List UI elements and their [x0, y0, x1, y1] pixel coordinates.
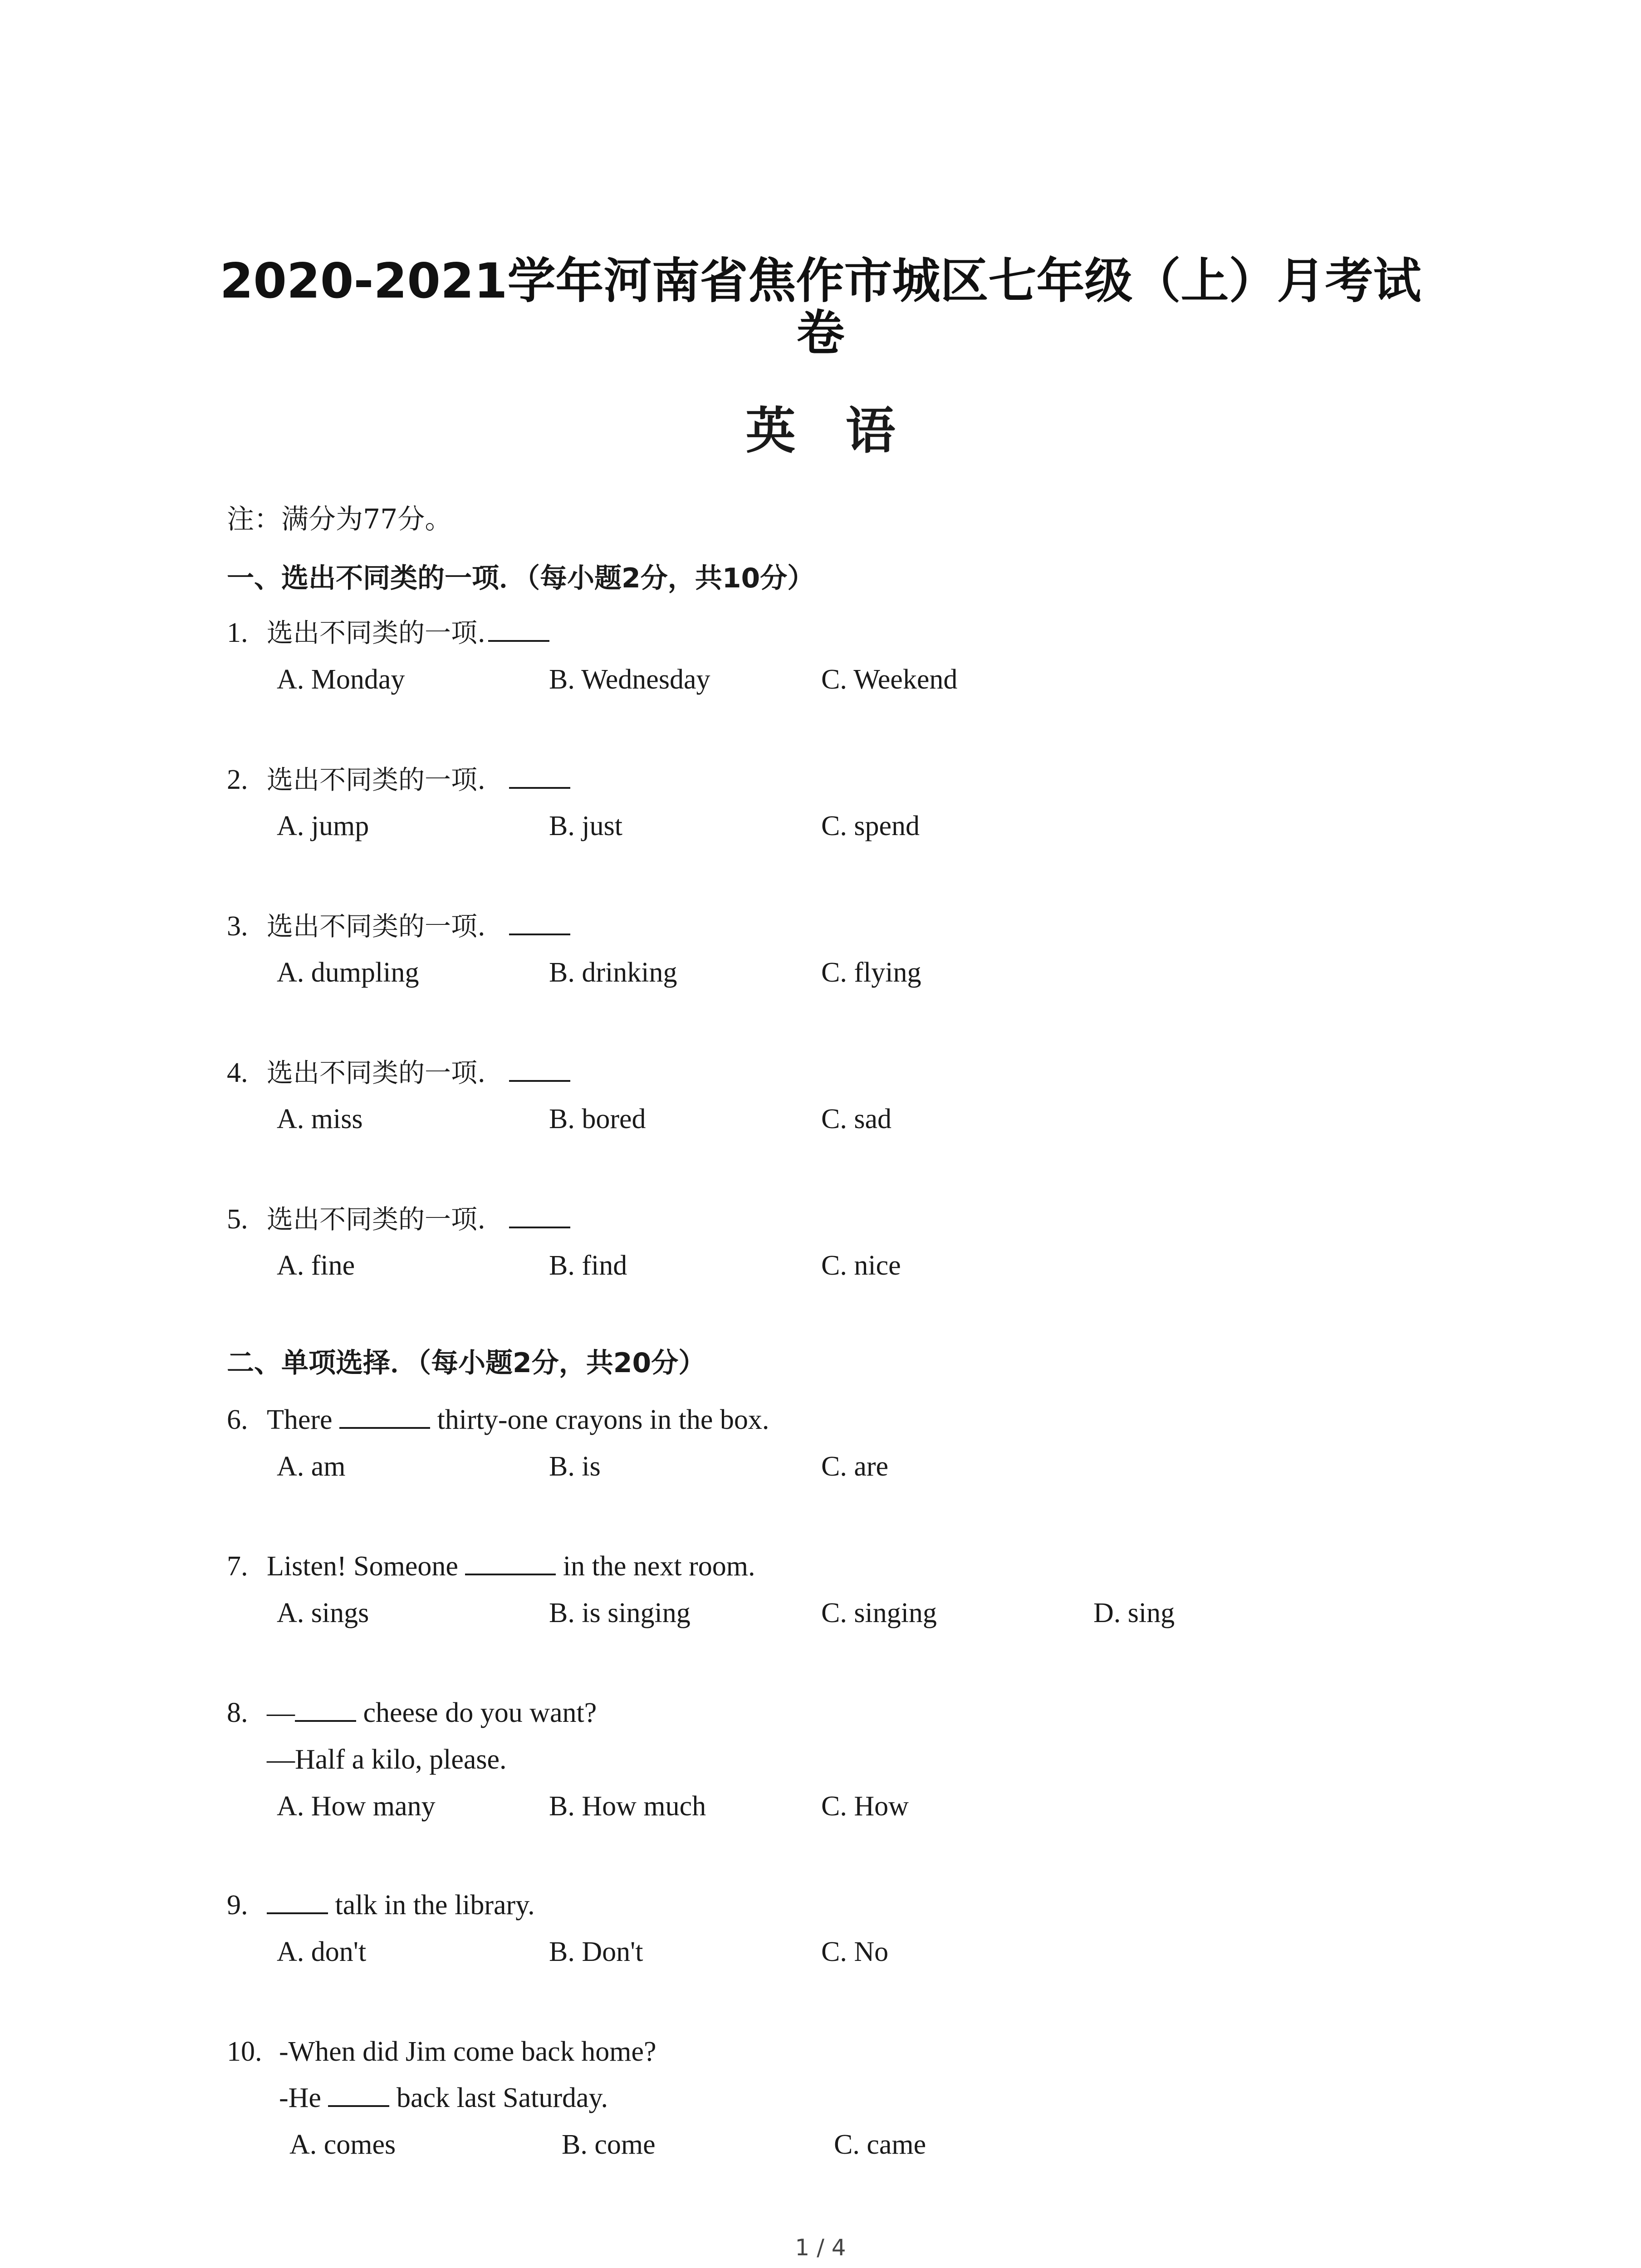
question-10-response: [279, 2077, 608, 2118]
question-2-stem: [227, 759, 570, 800]
option-c: C. No: [821, 1936, 889, 1967]
question-10-stem: [227, 2031, 656, 2072]
question-3-stem: [227, 906, 570, 947]
answer-blank: [509, 761, 570, 789]
option-b: B. How much: [549, 1791, 706, 1822]
option-b: B. bored: [549, 1104, 646, 1134]
option-a: A. don't: [277, 1936, 367, 1967]
option-b: B. Don't: [549, 1936, 643, 1967]
option-c: C. are: [821, 1451, 889, 1482]
option-d: D. sing: [1093, 1598, 1175, 1628]
option-c: C. flying: [821, 957, 921, 988]
answer-blank: [509, 907, 570, 935]
question-9-stem: [227, 1885, 535, 1926]
option-a: A. How many: [277, 1791, 436, 1822]
question-number: 10.: [227, 2036, 262, 2067]
option-a: A. fine: [277, 1250, 355, 1281]
question-4-stem: [227, 1052, 570, 1093]
option-a: A. Monday: [277, 664, 405, 695]
answer-blank: [295, 1694, 356, 1722]
question-text-after: cheese do you want?: [363, 1697, 597, 1728]
answer-blank: [339, 1401, 430, 1429]
question-text: 选出不同类的一项.: [267, 617, 486, 648]
option-b: B. drinking: [549, 957, 677, 988]
page-title-line-2: 卷: [796, 305, 845, 361]
option-a: A. miss: [277, 1104, 363, 1134]
answer-blank: [509, 1054, 570, 1082]
answer-blank: [465, 1547, 556, 1575]
question-text-after: back last Saturday.: [396, 2082, 608, 2113]
question-1-stem: [227, 612, 549, 653]
question-text-before: There: [267, 1404, 333, 1435]
option-c: C. came: [834, 2129, 926, 2160]
question-text: 选出不同类的一项.: [267, 764, 486, 795]
option-c: C. spend: [821, 811, 920, 841]
answer-blank: [488, 614, 549, 642]
subject-heading: 英语: [745, 402, 945, 460]
question-text-after: in the next room.: [563, 1551, 755, 1582]
question-5-stem: [227, 1199, 570, 1240]
question-number: 4.: [227, 1057, 248, 1088]
question-number: 8.: [227, 1697, 248, 1728]
option-a: A. am: [277, 1451, 346, 1482]
question-number: 9.: [227, 1890, 248, 1921]
section-2-heading: 二、单项选择．（每小题2分，共20分）: [227, 1347, 706, 1379]
section-1-heading: 一、选出不同类的一项．（每小题2分，共10分）: [227, 562, 815, 594]
question-text-before: Listen! Someone: [267, 1551, 458, 1582]
question-number: 3.: [227, 911, 248, 942]
option-a: A. sings: [277, 1598, 369, 1628]
question-text-before: —: [267, 1697, 295, 1728]
option-b: B. come: [562, 2129, 656, 2160]
question-number: 2.: [227, 764, 248, 795]
option-c: C. singing: [821, 1598, 937, 1628]
score-note: 注：满分为77分。: [227, 503, 452, 535]
question-text-after: thirty-one crayons in the box.: [437, 1404, 769, 1435]
question-6-stem: [227, 1399, 769, 1440]
option-a: A. comes: [289, 2129, 396, 2160]
question-number: 6.: [227, 1404, 248, 1435]
question-8-stem: [227, 1692, 597, 1733]
answer-blank: [267, 1886, 328, 1914]
option-b: B. is: [549, 1451, 601, 1482]
option-a: A. jump: [277, 811, 369, 841]
question-number: 5.: [227, 1204, 248, 1235]
question-text-before: -He: [279, 2082, 321, 2113]
option-c: C. Weekend: [821, 664, 958, 695]
question-text: 选出不同类的一项.: [267, 1057, 486, 1088]
answer-blank: [509, 1200, 570, 1228]
option-c: C. sad: [821, 1104, 892, 1134]
page-indicator: 1 / 4: [795, 2234, 846, 2261]
question-number: 1.: [227, 617, 248, 648]
option-b: B. just: [549, 811, 622, 841]
answer-blank: [328, 2079, 389, 2107]
question-8-response: [267, 1739, 507, 1780]
question-text-line-2: —Half a kilo, please.: [267, 1744, 507, 1775]
option-b: B. Wednesday: [549, 664, 710, 695]
option-b: B. is singing: [549, 1598, 691, 1628]
question-number: 7.: [227, 1551, 248, 1582]
question-text: 选出不同类的一项.: [267, 911, 486, 942]
option-b: B. find: [549, 1250, 627, 1281]
question-text: -When did Jim come back home?: [279, 2036, 656, 2067]
question-text: 选出不同类的一项.: [267, 1204, 486, 1235]
option-a: A. dumpling: [277, 957, 419, 988]
question-text-after: talk in the library.: [335, 1890, 535, 1921]
question-7-stem: [227, 1546, 755, 1587]
page-title-line-1: 2020-2021学年河南省焦作市城区七年级（上）月考试: [220, 253, 1421, 309]
option-c: C. How: [821, 1791, 909, 1822]
option-c: C. nice: [821, 1250, 901, 1281]
